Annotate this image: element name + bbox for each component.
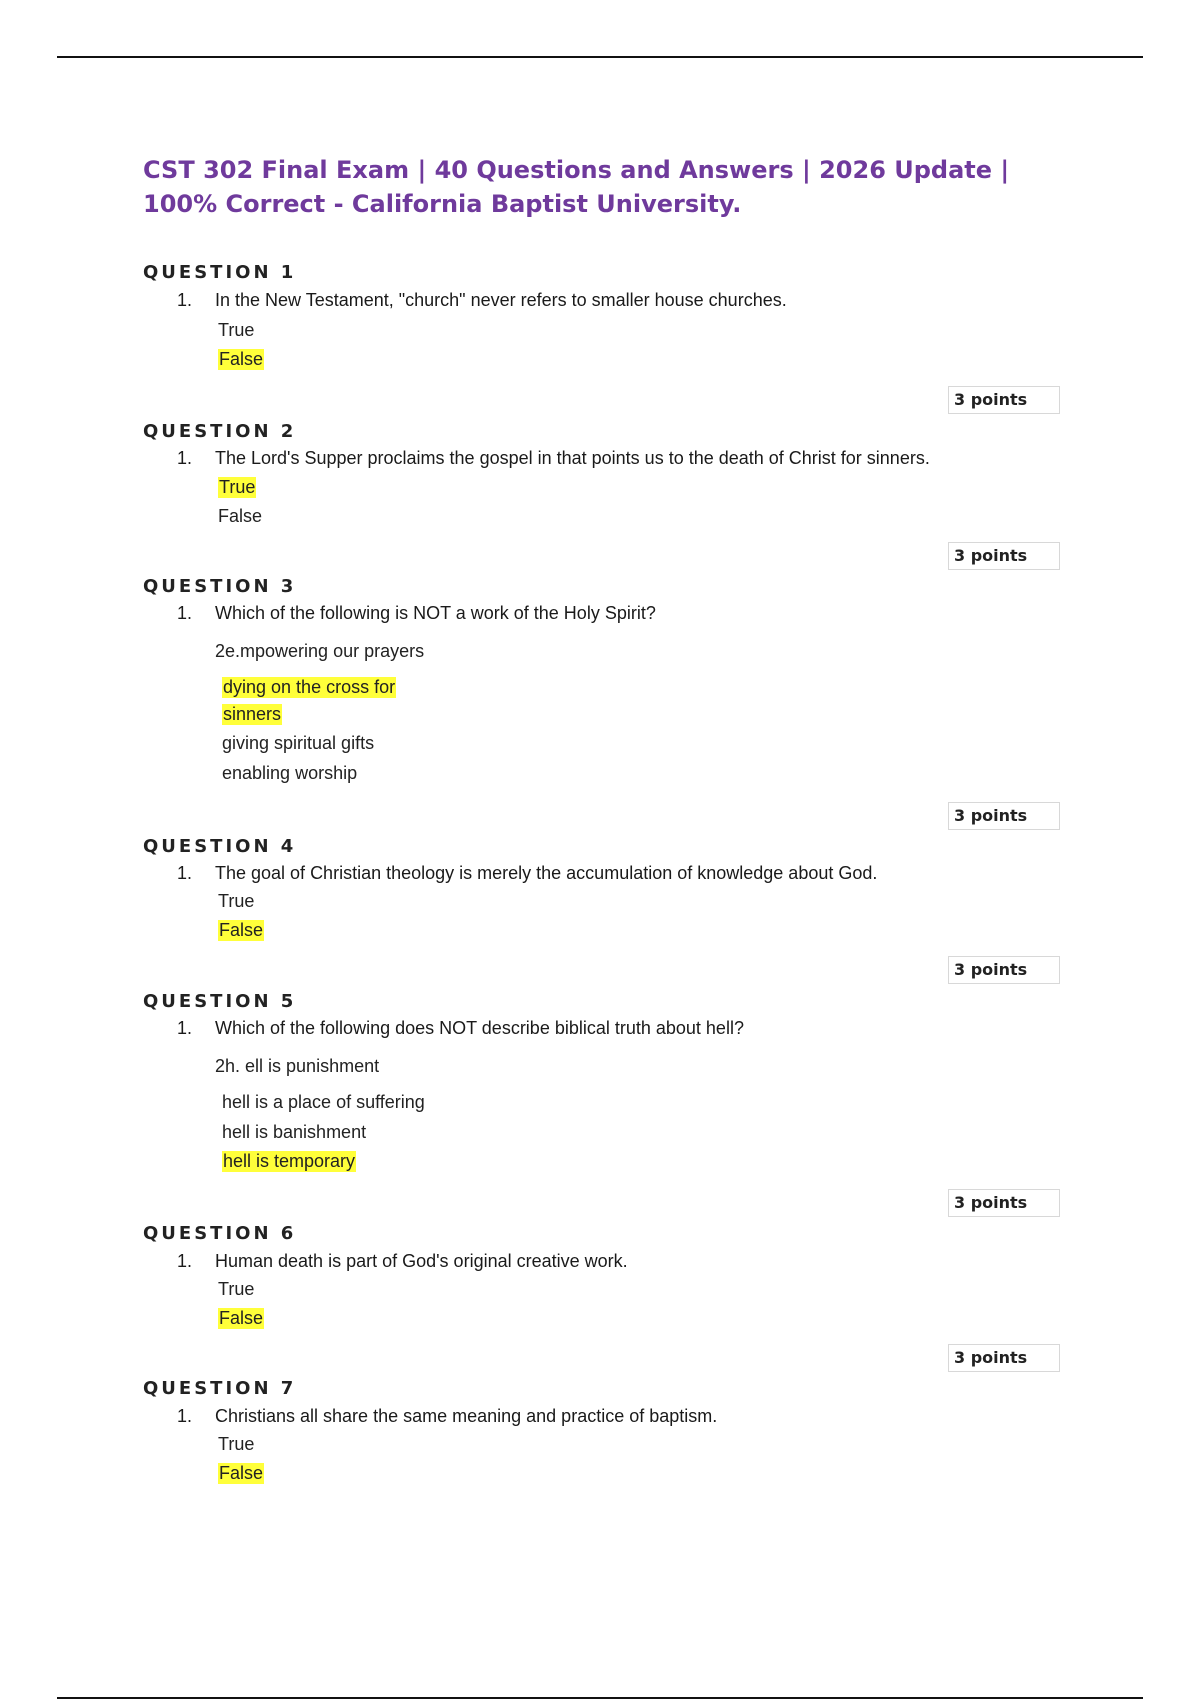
question-heading: QUESTION 1	[143, 262, 297, 283]
question-number: 1.	[177, 1018, 193, 1038]
top-rule	[57, 56, 1143, 58]
answer-option[interactable]: False	[218, 506, 263, 526]
points-badge: 3 points	[948, 1344, 1060, 1372]
question-prompt: Which of the following is NOT a work of the Holy Spirit?	[215, 603, 656, 623]
answer-option[interactable]: 2e.mpowering our prayers	[215, 641, 425, 661]
points-badge: 3 points	[948, 542, 1060, 570]
answer-option-correct[interactable]: False	[219, 1463, 264, 1483]
bottom-rule	[57, 1697, 1143, 1699]
answer-option-correct[interactable]: False	[219, 1308, 264, 1328]
question-text	[177, 448, 930, 469]
question-text	[177, 1251, 628, 1272]
question-heading: QUESTION 2	[143, 421, 297, 442]
answer-option[interactable]: True	[218, 891, 255, 911]
question-heading: QUESTION 7	[143, 1378, 297, 1399]
answer-option-correct[interactable]: dying on the cross for	[223, 677, 396, 697]
answer-option[interactable]: True	[218, 320, 255, 340]
question-heading: QUESTION 6	[143, 1223, 297, 1244]
points-badge: 3 points	[948, 802, 1060, 830]
points-badge: 3 points	[948, 1189, 1060, 1217]
question-prompt: In the New Testament, "church" never refers to smaller house churches.	[215, 290, 787, 310]
question-prompt: Human death is part of God's original creative work.	[215, 1251, 628, 1271]
question-text	[177, 1406, 717, 1427]
answer-option[interactable]: giving spiritual gifts	[222, 733, 375, 753]
answer-option[interactable]: True	[218, 1434, 255, 1454]
question-number: 1.	[177, 863, 193, 883]
question-text	[177, 290, 787, 311]
answer-option-correct[interactable]: False	[219, 349, 264, 369]
answer-option[interactable]: True	[218, 1279, 255, 1299]
points-badge: 3 points	[948, 386, 1060, 414]
answer-option-correct[interactable]: False	[219, 920, 264, 940]
question-heading: QUESTION 3	[143, 576, 297, 597]
answer-option-correct[interactable]: True	[219, 477, 256, 497]
answer-option[interactable]: hell is a place of suffering	[222, 1092, 425, 1112]
question-heading: QUESTION 4	[143, 836, 297, 857]
question-heading: QUESTION 5	[143, 991, 297, 1012]
answer-option[interactable]: enabling worship	[222, 763, 358, 783]
answer-option-correct[interactable]: hell is temporary	[223, 1151, 356, 1171]
question-text	[177, 603, 656, 624]
points-badge: 3 points	[948, 956, 1060, 984]
answer-option[interactable]: hell is banishment	[222, 1122, 367, 1142]
question-prompt: The goal of Christian theology is merely the accumulation of knowledge about God.	[215, 863, 878, 883]
question-text	[177, 1018, 744, 1039]
question-prompt: The Lord's Supper proclaims the gospel in that points us to the death of Christ for sinners.	[215, 448, 930, 468]
document-title: CST 302 Final Exam | 40 Questions and Answers | 2026 Update | 100% Correct - California Baptist University.	[143, 156, 1010, 218]
question-prompt: Which of the following does NOT describe biblical truth about hell?	[215, 1018, 744, 1038]
question-number: 1.	[177, 1251, 193, 1271]
answer-option-correct[interactable]: sinners	[223, 704, 282, 724]
question-text	[177, 863, 877, 884]
answer-option[interactable]: 2h. ell is punishment	[215, 1056, 380, 1076]
question-prompt: Christians all share the same meaning and practice of baptism.	[215, 1406, 718, 1426]
question-number: 1.	[177, 603, 193, 623]
question-number: 1.	[177, 1406, 193, 1426]
question-number: 1.	[177, 290, 193, 310]
question-number: 1.	[177, 448, 193, 468]
